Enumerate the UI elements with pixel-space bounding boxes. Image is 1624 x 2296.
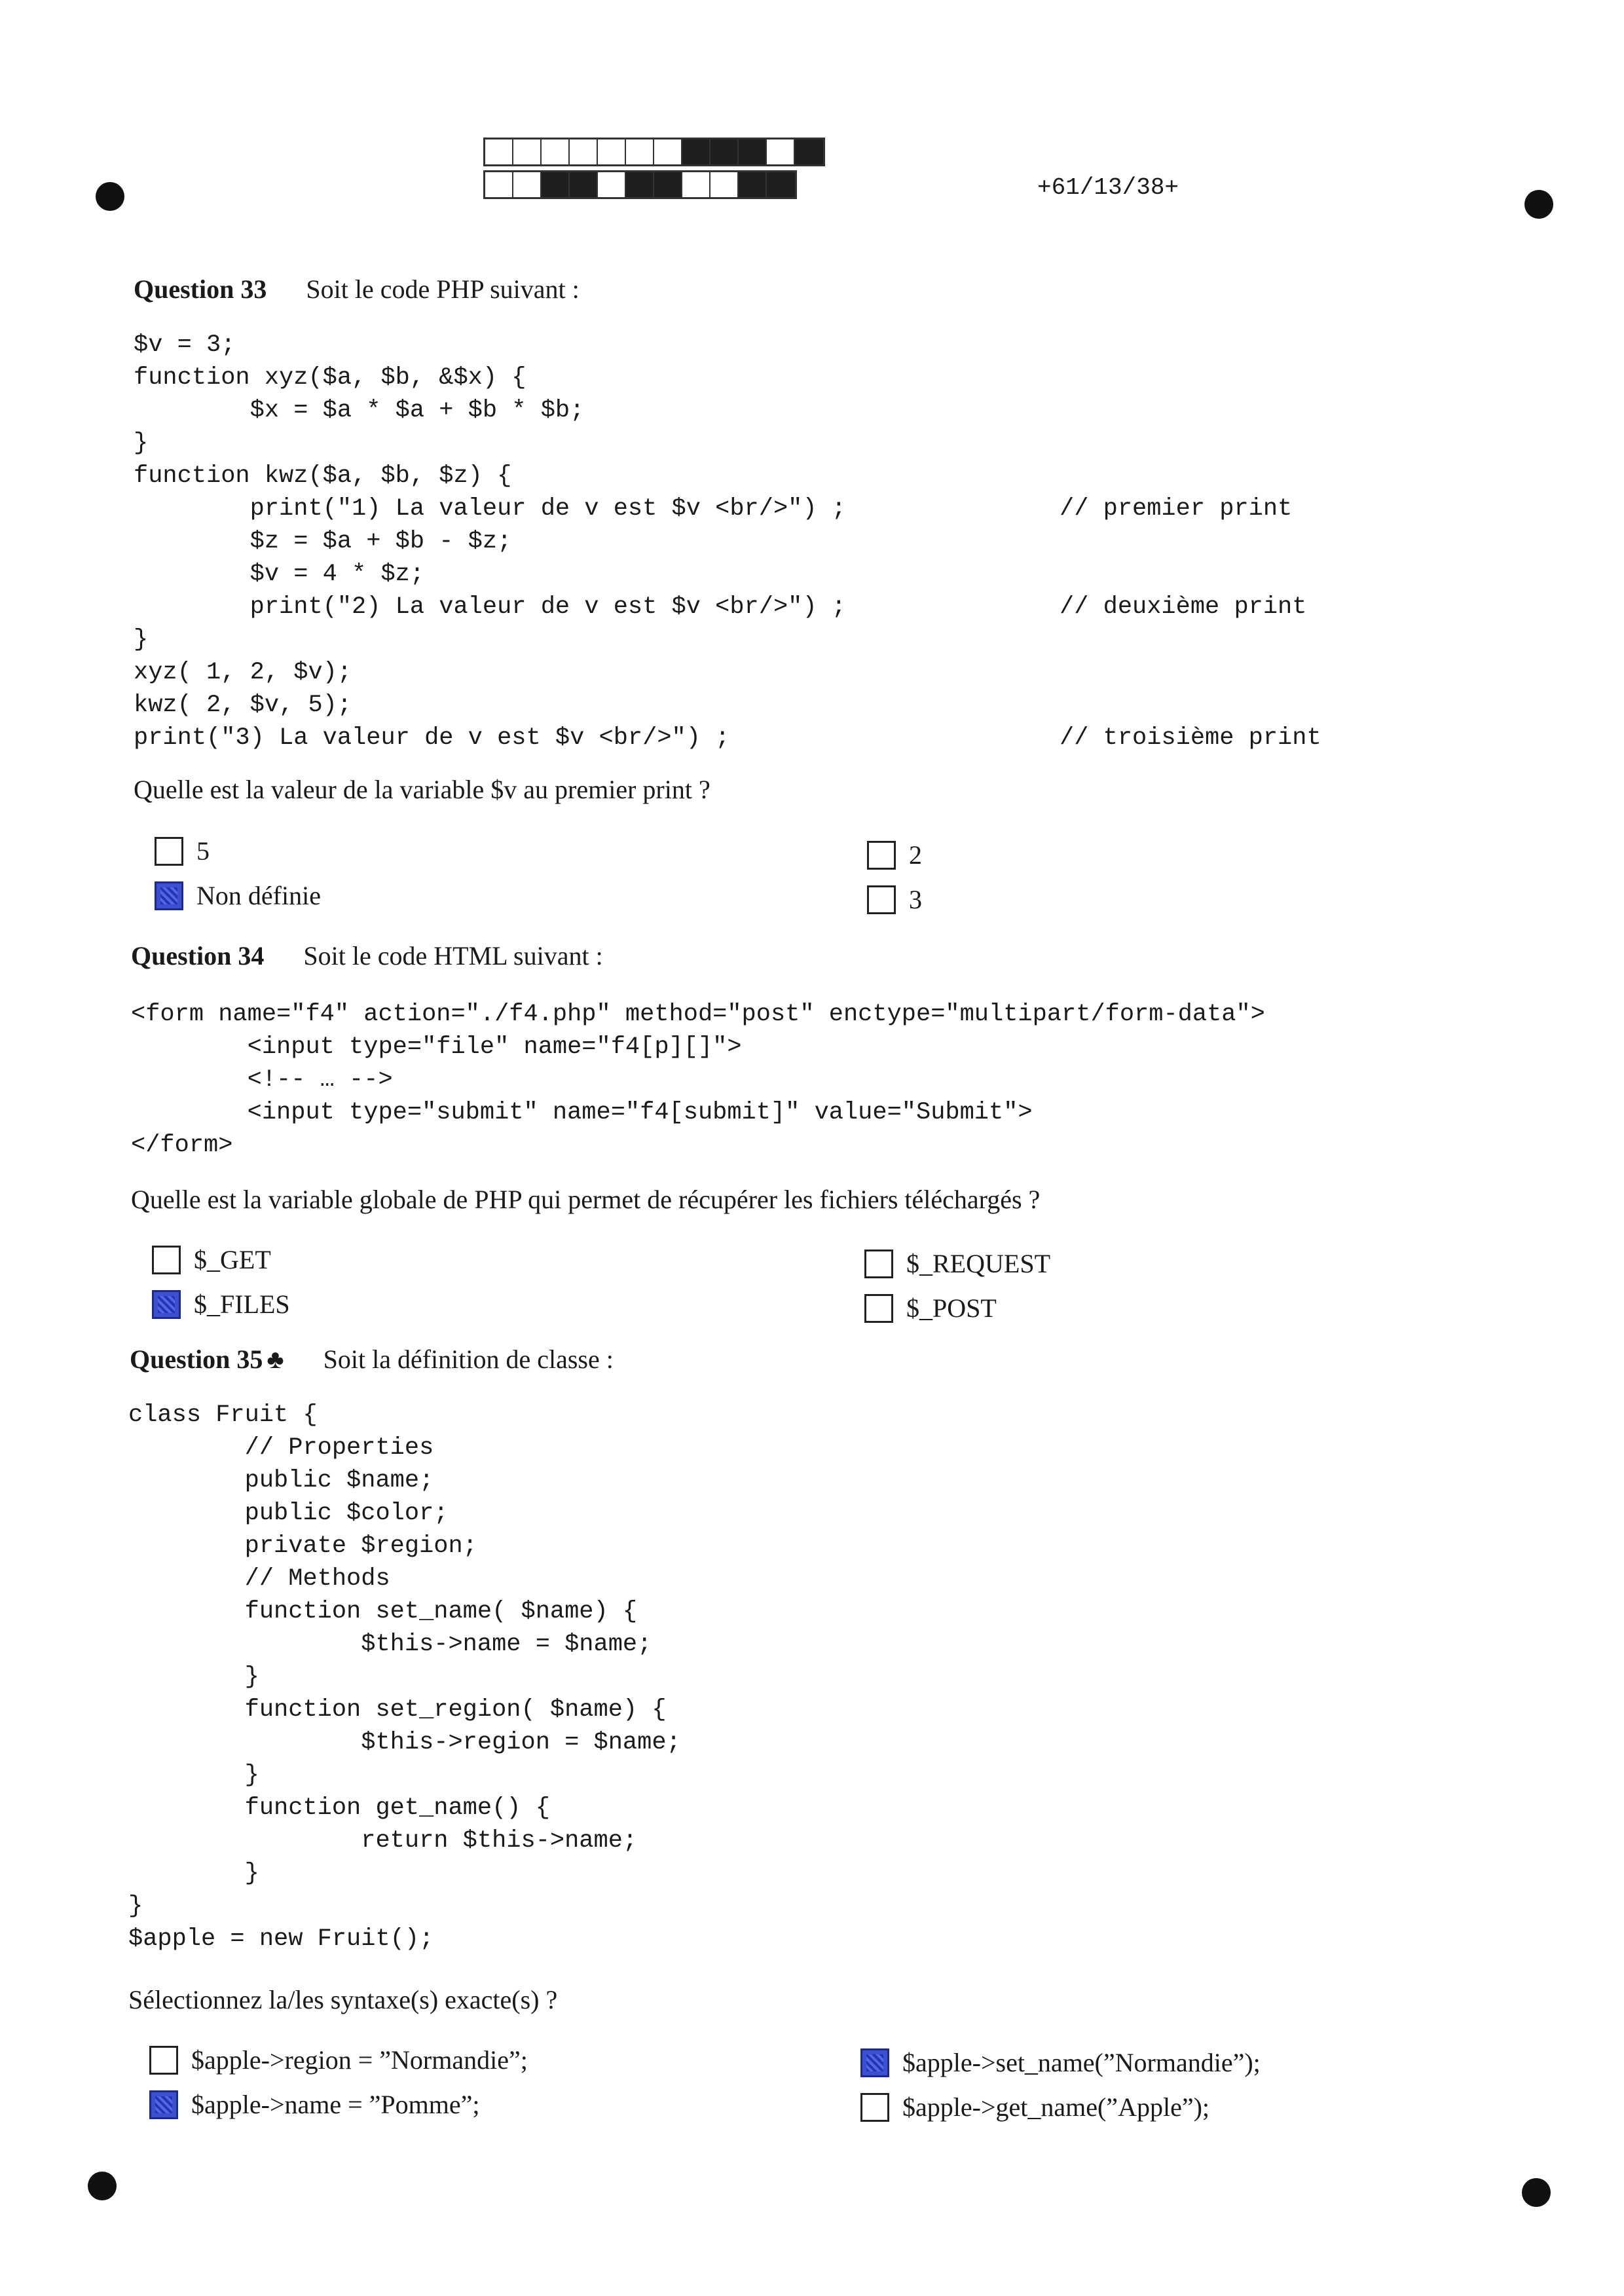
q35-option-2[interactable]: [149, 2089, 480, 2120]
id-cell: [739, 172, 767, 197]
question-34-text: Soit le code HTML suivant :: [303, 941, 603, 971]
checkbox[interactable]: [149, 2046, 178, 2075]
id-cell: [598, 172, 626, 197]
id-cell: [485, 172, 513, 197]
checkbox[interactable]: [149, 2090, 178, 2119]
id-cell: [570, 172, 598, 197]
q33-option-1[interactable]: [155, 836, 210, 866]
id-cell: [626, 172, 654, 197]
question-35-title: [130, 1344, 614, 1375]
question-33-label: Question 33: [134, 274, 267, 304]
option-label: $apple->set_name(”Normandie”);: [902, 2048, 1261, 2077]
option-label: $apple->region = ”Normandie”;: [191, 2045, 528, 2075]
q33-option-4[interactable]: [867, 884, 922, 915]
option-label: $apple->name = ”Pomme”;: [191, 2090, 480, 2119]
q33-option-3[interactable]: [867, 840, 922, 870]
option-label: $_FILES: [194, 1289, 290, 1319]
option-label: $_POST: [906, 1293, 997, 1323]
checkbox[interactable]: [864, 1250, 893, 1278]
question-33-code: $v = 3; function xyz($a, $b, &$x) { $x = $a * $a + $b * $b; } function kwz($a, $b, $z) { print("1) La valeur de v est $v <br/>") ; $z = $a + $b - $z; $v = 4 * $z; print("2) La valeur de v est $v <br/>") ; } xyz( 1, 2, $v); kwz( 2, $v, 5); print("3) La valeur de v est $v <br/>") ;: [134, 331, 846, 752]
q35-option-1[interactable]: [149, 2045, 528, 2075]
q35-option-4[interactable]: [860, 2092, 1209, 2122]
checkbox[interactable]: [155, 881, 183, 910]
checkbox[interactable]: [152, 1290, 181, 1319]
id-cell: [795, 139, 823, 164]
page-code: +61/13/38+: [1037, 174, 1179, 201]
comment-troisieme-print: // troisième print: [1060, 724, 1321, 752]
id-cell: [682, 139, 710, 164]
question-34-label: Question 34: [131, 941, 265, 971]
id-cell: [710, 172, 739, 197]
checkbox[interactable]: [155, 837, 183, 866]
id-cell: [570, 139, 598, 164]
question-35-text: Soit la définition de classe :: [323, 1344, 614, 1374]
checkbox[interactable]: [864, 1294, 893, 1323]
id-cell: [513, 139, 542, 164]
option-label: 3: [909, 885, 922, 914]
q35-option-3[interactable]: [860, 2047, 1261, 2078]
student-id-row-2: [483, 170, 797, 199]
id-cell: [598, 139, 626, 164]
option-label: $_REQUEST: [906, 1249, 1050, 1278]
checkbox[interactable]: [860, 2048, 889, 2077]
option-label: 2: [909, 840, 922, 870]
checkbox[interactable]: [152, 1246, 181, 1274]
q34-option-3[interactable]: [864, 1248, 1050, 1279]
checkbox[interactable]: [867, 841, 896, 870]
registration-mark-top-left: [96, 182, 124, 211]
q33-option-2[interactable]: [155, 880, 321, 911]
question-33-text: Soit le code PHP suivant :: [306, 274, 580, 304]
comment-deuxieme-print: // deuxième print: [1060, 593, 1307, 621]
option-label: Non définie: [196, 881, 321, 910]
question-35-code: class Fruit { // Properties public $name; public $color; private $region; // Methods function set_name( $name) { $this->name = $name; } function set_region( $name) { $this->region = $name; } function get_name() { return $this->name; } } $apple = new Fruit();: [128, 1401, 681, 1953]
checkbox[interactable]: [867, 885, 896, 914]
student-id-row-1: [483, 138, 825, 166]
question-35-prompt: Sélectionnez la/les syntaxe(s) exacte(s) ?: [128, 1985, 558, 2014]
id-cell: [710, 139, 739, 164]
id-cell: [513, 172, 542, 197]
id-cell: [739, 139, 767, 164]
id-cell: [767, 172, 795, 197]
id-cell: [654, 172, 682, 197]
id-cell: [542, 139, 570, 164]
id-cell: [626, 139, 654, 164]
question-34-code: <form name="f4" action="./f4.php" method="post" enctype="multipart/form-data"> <input type="file" name="f4[p][]"> <!-- … --> <input type="submit" name="f4[submit]" value="Submit"> </form>: [131, 1001, 1265, 1159]
option-label: $_GET: [194, 1245, 271, 1274]
q34-option-4[interactable]: [864, 1293, 997, 1324]
question-34-title: [131, 940, 603, 971]
registration-mark-top-right: [1524, 190, 1553, 219]
q34-option-1[interactable]: [152, 1244, 271, 1275]
registration-mark-bottom-right: [1522, 2178, 1551, 2207]
id-cell: [542, 172, 570, 197]
id-cell: [682, 172, 710, 197]
club-icon: ♣: [267, 1344, 284, 1374]
question-33-prompt: Quelle est la valeur de la variable $v au premier print ?: [134, 775, 710, 804]
option-label: $apple->get_name(”Apple”);: [902, 2092, 1210, 2122]
question-33-title: [134, 274, 580, 305]
question-35-label: Question 35: [130, 1344, 263, 1374]
id-cell: [485, 139, 513, 164]
id-cell: [767, 139, 795, 164]
checkbox[interactable]: [860, 2093, 889, 2122]
id-cell: [654, 139, 682, 164]
comment-premier-print: // premier print: [1060, 495, 1293, 523]
registration-mark-bottom-left: [88, 2172, 117, 2200]
question-34-prompt: Quelle est la variable globale de PHP qui permet de récupérer les fichiers téléchargés ?: [131, 1185, 1041, 1214]
q34-option-2[interactable]: [152, 1289, 290, 1320]
option-label: 5: [196, 836, 210, 866]
